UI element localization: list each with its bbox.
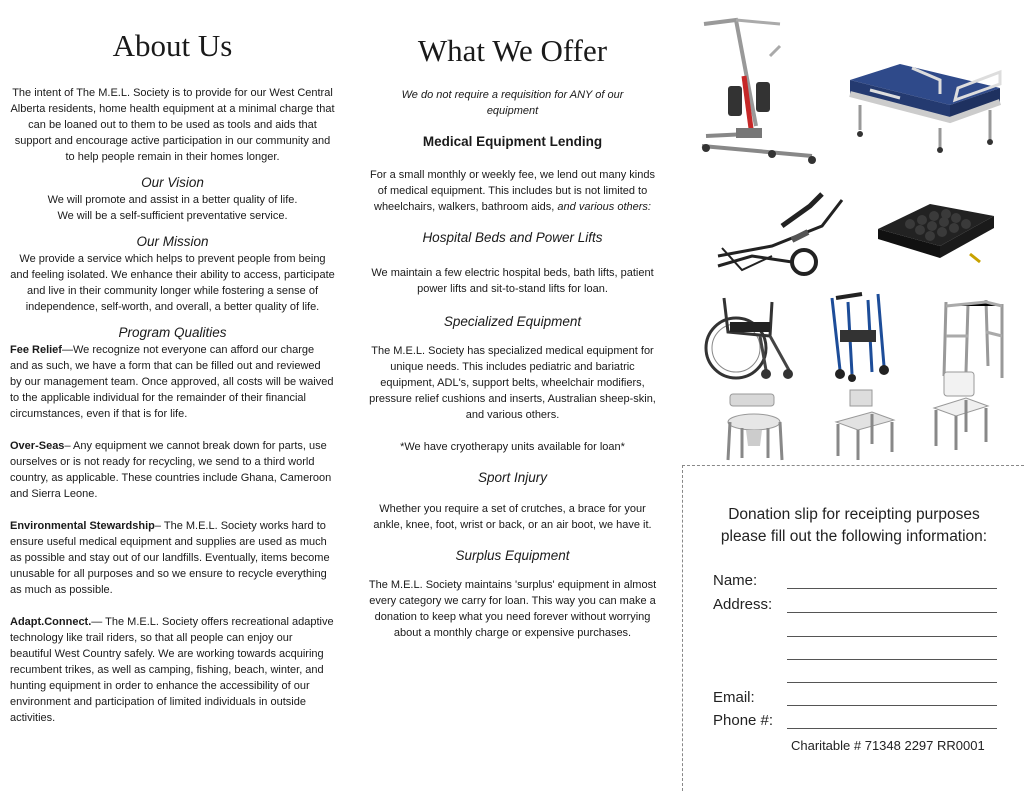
slip-heading-line-2: please fill out the following information:	[720, 528, 988, 545]
surplus-text: The M.E.L. Society maintains 'surplus' equipment in almost every category we carry for loan. This way you can make a donation to keep what you need forever without worrying about a monthly charge or expensive purchases.	[368, 579, 657, 639]
quality-adapt-connect	[10, 614, 335, 726]
quality-environmental	[10, 518, 335, 598]
commode-chair-image	[722, 388, 787, 463]
slip-heading-line-1: Donation slip for receipting purposes	[728, 506, 980, 523]
rollator-walker-image	[822, 290, 897, 385]
sport-title: Sport Injury	[477, 470, 548, 485]
address-field-line-2[interactable]	[787, 636, 997, 637]
mission-text: We provide a service which helps to prevent people from being and feeling isolated. We enhance their ability to access, participate and live in their community longer while fostering a sense of independence, self-worth, and overall, a better quality of life.	[10, 253, 335, 313]
name-field[interactable]	[787, 588, 997, 589]
quality-text: The M.E.L. Society offers recreational adaptive technology like trail riders, so that all people can enjoy our beautiful West Country safely. We are working towards acquiring recumbent trikes, as well as camping, fishing, beach, winter, and hunting equipment in order to enhance the accessibility of our environment and participation of limited individuals in outside activities.	[10, 616, 334, 724]
wheelchair-image	[700, 292, 800, 382]
surplus-title: Surplus Equipment	[455, 548, 570, 563]
quality-heading: Environmental Stewardship	[10, 520, 155, 532]
transfer-bench-image	[832, 386, 897, 461]
offer-title: What We Offer	[417, 33, 608, 68]
vision-title: Our Vision	[141, 175, 204, 190]
offer-column	[365, 0, 660, 641]
vision-line-2: We will be a self-sufficient preventative service.	[57, 210, 288, 222]
beds-text: We maintain a few electric hospital beds, bath lifts, patient power lifts and sit-to-stand lifts for loan.	[371, 267, 654, 295]
quality-over-seas	[10, 438, 335, 502]
quality-fee-relief	[10, 342, 335, 422]
lending-text-main: For a small monthly or weekly fee, we lend out many kinds of medical equipment. This includes but is not limited to wheelchairs, walkers, bathroom aids,	[370, 169, 655, 213]
email-label: Email:	[713, 689, 755, 706]
slip-heading	[683, 504, 1024, 548]
name-label: Name:	[713, 572, 758, 589]
quality-heading: Over-Seas	[10, 440, 65, 452]
lending-text-italic: and various others:	[557, 201, 651, 213]
phone-label: Phone #:	[713, 712, 774, 729]
pressure-cushion-image	[870, 184, 1000, 269]
quality-text: We recognize not everyone can afford our charge and as such, we have a form that can be filled out and reviewed by our management team. Once approved, all costs will be waived to the applicable individual for the remainder of their financial circumstances, even if that is for life.	[10, 344, 334, 420]
quality-heading: Fee Relief	[10, 344, 62, 356]
cryo-text: *We have cryotherapy units available for loan*	[400, 441, 625, 453]
address-field-line-1[interactable]	[787, 612, 997, 613]
quality-text: The M.E.L. Society works hard to ensure useful medical equipment and supplies are used as much as possible and stay out of our landfills. Eventually, items become unusable for all purposes and so we ensure to recycle everything as much as possible.	[10, 520, 330, 596]
beds-title: Hospital Beds and Power Lifts	[422, 230, 603, 245]
about-column	[10, 0, 335, 726]
donation-slip	[682, 465, 1024, 791]
lending-title: Medical Equipment Lending	[422, 134, 603, 149]
qualities-title: Program Qualities	[118, 325, 227, 340]
special-text: The M.E.L. Society has specialized medical equipment for unique needs. This includes pediatric and bariatric equipment, ADL's, support belts, wheelchair modifiers, pressure relief cushions and inserts, Australian sheep-skin, and various others.	[369, 345, 656, 421]
hospital-bed-image	[840, 50, 1010, 155]
sit-to-stand-lift-image	[692, 16, 822, 166]
quality-separator: —	[91, 616, 106, 628]
charitable-number: Charitable # 71348 2297 RR0001	[791, 738, 985, 753]
mission-title: Our Mission	[136, 234, 209, 249]
no-requisition-note: We do not require a requisition for ANY of our equipment	[401, 89, 624, 117]
email-field[interactable]	[787, 705, 997, 706]
quality-separator: –	[64, 440, 74, 452]
address-label: Address:	[713, 596, 773, 613]
trail-rider-image	[712, 186, 852, 286]
address-field-line-3[interactable]	[787, 659, 997, 660]
quality-separator: –	[154, 520, 164, 532]
sport-text: Whether you require a set of crutches, a brace for your ankle, knee, foot, wrist or back, or an air boot, we have it.	[373, 503, 652, 531]
about-title: About Us	[112, 28, 233, 63]
vision-line-1: We will promote and assist in a better quality of life.	[47, 194, 298, 206]
quality-text: Any equipment we cannot break down for parts, use ourselves or is not ready for recycling, we send to a third world country, as applicable. These countries include Ghana, Cameroon and Sierra Leone.	[10, 440, 332, 500]
about-intro: The intent of The M.E.L. Society is to provide for our West Central Alberta residents, home health equipment at a minimal charge that can be loaned out to them to be used as tools and aids that support and encourage active participation in our community and to help people remain in their homes longer.	[10, 87, 335, 163]
shower-chair-image	[930, 368, 990, 453]
quality-heading: Adapt.Connect.	[10, 616, 92, 628]
address-field-line-4[interactable]	[787, 682, 997, 683]
quality-separator: —	[61, 344, 73, 356]
phone-field[interactable]	[787, 728, 997, 729]
special-title: Specialized Equipment	[443, 314, 582, 329]
lending-text	[365, 167, 660, 215]
